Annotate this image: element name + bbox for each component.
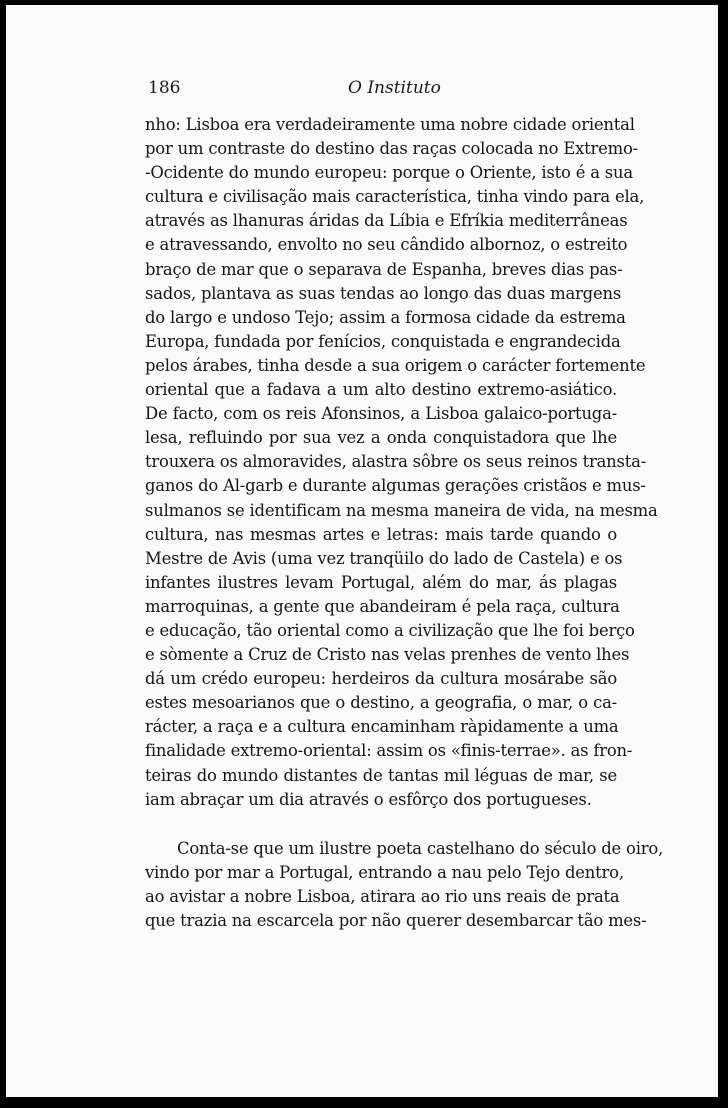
paragraph-gap [145,812,617,837]
text-line: braço de mar que o separava de Espanha, breves dias pas- [145,259,623,279]
text-line: cultura e civilisação mais característica, tinha vindo para ela, [145,187,645,207]
text-line: por um contraste do destino das raças colocada no Extremo- [145,139,639,159]
text-line: rácter, a raça e a cultura encaminham ràpidamente a uma [145,717,619,737]
text-line: pelos árabes, tinha desde a sua origem o carácter fortemente [145,355,646,375]
text-line: sulmanos se identificam na mesma maneira de vida, na mesma [145,500,658,520]
text-line: do largo e undoso Tejo; assim a formosa cidade da estrema [145,307,626,327]
text-line: iam abraçar um dia através o esfôrço dos portugueses. [145,789,592,809]
text-line: trouxera os almoravides, alastra sôbre os seus reinos transta- [145,452,647,472]
text-line: Conta-se que um ilustre poeta castelhano do século de oiro, [177,838,664,858]
page-header [148,78,588,104]
text-line: teiras do mundo distantes de tantas mil léguas de mar, se [145,765,617,785]
text-line: nho: Lisboa era verdadeiramente uma nobre cidade oriental [145,115,635,134]
text-line: e educação, tão oriental como a civilização que lhe foi berço [145,620,635,640]
text-line: dá um crédo europeu: herdeiros da cultura mosárabe são [145,669,617,689]
text-line: ganos do Al-garb e durante algumas gerações cristãos e mus- [145,476,646,496]
paragraph-1 [145,113,658,812]
text-line: ao avistar a nobre Lisboa, atirara ao rio uns reais de prata [145,886,620,906]
body-text [145,113,664,933]
paragraph-2 [145,837,664,933]
text-line: sados, plantava as suas tendas ao longo das duas margens [145,283,622,303]
text-line: estes mesoarianos que o destino, a geografia, o mar, o ca- [145,693,617,713]
text-line: através as lhanuras áridas da Líbia e Efríkia mediterrâneas [145,211,628,231]
text-line: Mestre de Avis (uma vez tranqüilo do lado de Castela) e os [145,548,623,568]
text-line: cultura, nas mesmas artes e letras: mais tarde quando o [145,524,617,544]
running-title: O Instituto [348,78,441,98]
text-line: De facto, com os reis Afonsinos, a Lisboa galaico-portuga- [145,404,617,424]
page-number: 186 [148,78,181,98]
text-line: infantes ilustres levam Portugal, além do mar, ás plagas [145,572,617,592]
text-line: oriental que a fadava a um alto destino extremo-asiático. [145,380,617,400]
text-line: lesa, refluindo por sua vez a onda conquistadora que lhe [145,428,617,448]
text-line: e sòmente a Cruz de Cristo nas velas prenhes de vento lhes [145,645,630,665]
text-line: e atravessando, envolto no seu cândido albornoz, o estreito [145,235,628,255]
text-line: que trazia na escarcela por não querer desembarcar tão mes- [145,911,647,930]
text-line: Europa, fundada por fenícios, conquistada e engrandecida [145,331,621,351]
text-line: marroquinas, a gente que abandeiram é pela raça, cultura [145,596,620,616]
text-line: finalidade extremo-oriental: assim os «finis-terrae». as fron- [145,741,633,761]
text-line: vindo por mar a Portugal, entrando a nau pelo Tejo dentro, [145,862,624,882]
text-line: -Ocidente do mundo europeu: porque o Oriente, isto é a sua [145,163,633,183]
